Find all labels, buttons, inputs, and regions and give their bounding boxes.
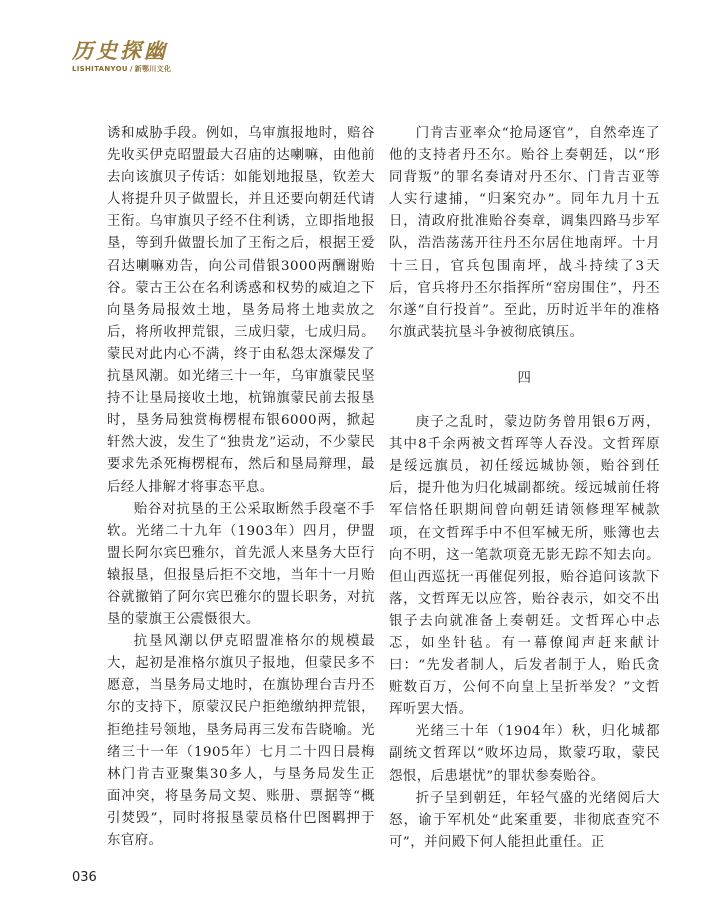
left-text-column bbox=[107, 123, 375, 852]
paragraph: 诱和威胁手段。例如，乌审旗报地时，赔谷先收买伊克昭盟最大召庙的达喇嘛，由他前去向该旗贝子传话：如能划地报垦，钦差大人将提升贝子做盟长，并且还要向朝廷代请王衔。乌审旗贝子经不住利诱，立即指地报垦，等到升做盟长加了王衔之后，根据王爱召达喇嘛劝告，向公司借银3000两酬谢贻谷。蒙古王公在名利诱惑和权势的威迫之下向垦务局报效土地，垦务局将土地卖放之后，将所收押荒银，三成归蒙，七成归局。蒙民对此内心不满，终于由私怨太深爆发了抗垦风潮。如光绪三十一年，乌审旗蒙民坚持不让垦局接收土地，杭锦旗蒙民前去报垦时，垦务局独赏梅楞棍布银6000两，掀起轩然大波，发生了“独贵龙”运动，不少蒙民要求先杀死梅楞棍布，然后和垦局辩理，最后经人排解才将事态平息。 bbox=[107, 126, 375, 495]
column-title: 历史探幽 bbox=[72, 38, 168, 63]
page-header bbox=[72, 40, 173, 74]
right-text-column bbox=[389, 123, 660, 854]
paragraph: 抗垦风潮以伊克昭盟准格尔的规模最大，起初是准格尔旗贝子报地，但蒙民多不愿意，当垦务局丈地时，在旗协理台吉丹丕尔的支持下，原蒙汉民户拒绝缴纳押荒银，拒绝挂号领地，垦务局再三发布告晓喻。光绪三十一年（1905年）七月二十四日晨梅林门肯吉亚聚集30多人，与垦务局发生正面冲突，将垦务局文契、账册、票据等“概引焚毁”，同时将报垦蒙员格什巴图羁押于东官府。 bbox=[107, 634, 375, 848]
column-subtitle-separator: / bbox=[129, 65, 133, 73]
paragraph: 折子呈到朝廷，年轻气盛的光绪阅后大怒，谕于军机处“此案重要，非彻底查究不可”，并问殿下何人能担此重任。正 bbox=[389, 790, 660, 850]
column-subtitle-pinyin: LISHITANYOU bbox=[72, 65, 128, 73]
page-number: 036 bbox=[72, 870, 97, 885]
section-heading: 四 bbox=[517, 370, 532, 386]
paragraph: 门肯吉亚率众“抢局逐官”，自然牵连了他的支持者丹丕尔。贻谷上奏朝廷，以“形同背叛”的罪名奏请对丹丕尔、门肯吉亚等人实行逮捕，“归案究办”。同年九月十五日，清政府批准贻谷奏章，调集四路马步军队，浩浩荡荡开往丹丕尔居住地南坪。十月十三日，官兵包围南坪，战斗持续了3天后，官兵将丹丕尔指挥所“窑房围住”，丹丕尔遂“自行投首”。至此，历时近半年的准格尔旗武装抗垦斗争被彻底镇压。 bbox=[389, 126, 660, 340]
column-subtitle-chinese: 新鄂川文化 bbox=[134, 65, 172, 73]
paragraph: 庚子之乱时，蒙边防务曾用银6万两，其中8千余两被文哲珲等人吞没。文哲珲原是绥远旗员，初任绥远城协领，贻谷到任后，提升他为归化城副都统。绥远城前任将军信恪任职期间曾向朝廷请领修理军械款项，在文哲珲手中不但军械无所，账簿也去向不明，这一笔款项竟无影无踪不知去向。但山西巡抚一再催促列报，贻谷追问该款下落，文哲珲无以应答，贻谷表示，如交不出银子去向就准备上奏朝廷。文哲珲心中忐忑，如坐针毡。有一幕僚闻声赶来献计曰：“先发者制人，后发者制于人，贻氏贪赃数百万，公何不向皇上呈折举发？”文哲珲听罢大悟。 bbox=[389, 415, 660, 718]
paragraph: 贻谷对抗垦的王公采取断然手段毫不手软。光绪二十九年（1903年）四月，伊盟盟长阿尔宾巴雅尔，首先派人来垦务大臣行辕报垦，但报垦后拒不交地，当年十一月贻谷就撤销了阿尔宾巴雅尔的盟长职务，对抗垦的蒙旗王公震慑很大。 bbox=[107, 501, 375, 628]
column-subtitle bbox=[72, 64, 173, 74]
paragraph: 光绪三十年（1904年）秋，归化城都副统文哲珲以“败坏边局，欺蒙巧取，蒙民怨恨，后患堪忧”的罪状参奏贻谷。 bbox=[389, 724, 660, 784]
